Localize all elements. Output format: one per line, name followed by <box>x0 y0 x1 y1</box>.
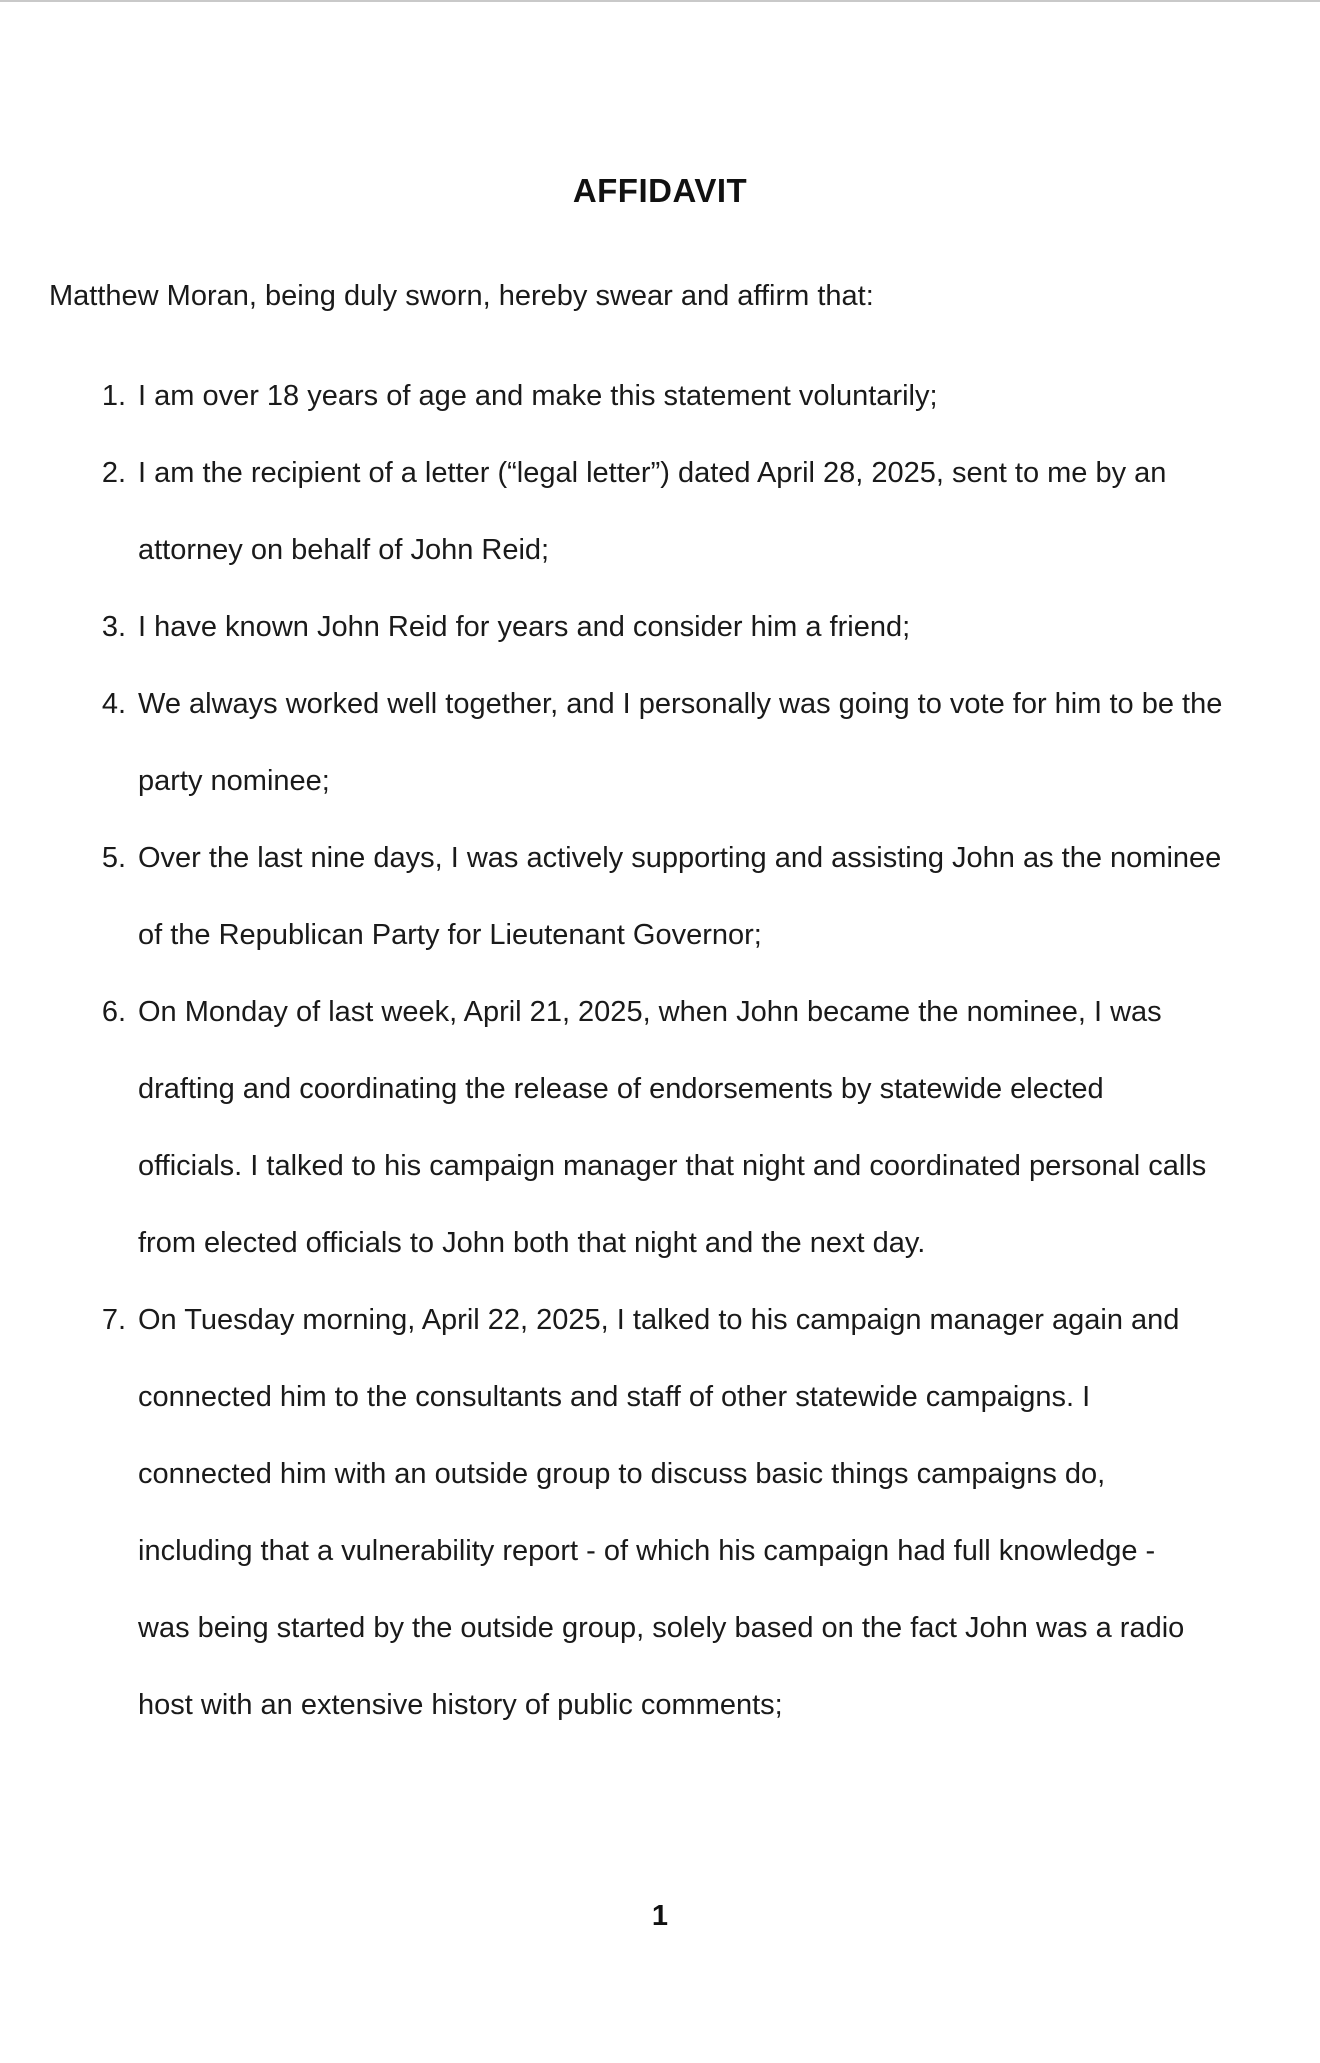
list-item-number: 6. <box>101 996 126 1028</box>
list-item-number: 4. <box>101 688 126 720</box>
list-item-text-line: party nominee; <box>138 765 330 797</box>
list-item-text-line: I have known John Reid for years and consider him a friend; <box>138 611 911 643</box>
list-item-number: 5. <box>101 842 126 874</box>
list-item-text-line: I am over 18 years of age and make this statement voluntarily; <box>138 380 938 412</box>
list-item-text-line: Over the last nine days, I was actively supporting and assisting John as the nominee <box>138 842 1222 874</box>
document-title: AFFIDAVIT <box>572 172 748 209</box>
list-item-text-line: host with an extensive history of public comments; <box>138 1689 783 1721</box>
list-item-text-line: We always worked well together, and I personally was going to vote for him to be the <box>138 688 1223 720</box>
list-item-text-line: including that a vulnerability report - of which his campaign had full knowledge - <box>138 1535 1156 1567</box>
list-item-number: 2. <box>101 457 126 489</box>
list-item-number: 3. <box>101 611 126 643</box>
intro-statement: Matthew Moran, being duly sworn, hereby swear and affirm that: <box>49 280 874 312</box>
list-item-text-line: On Tuesday morning, April 22, 2025, I talked to his campaign manager again and <box>138 1304 1180 1336</box>
list-item-number: 1. <box>101 380 126 412</box>
list-item-text-line: from elected officials to John both that night and the next day. <box>138 1227 926 1259</box>
list-item-text-line: On Monday of last week, April 21, 2025, when John became the nominee, I was <box>138 996 1162 1028</box>
list-item-text-line: attorney on behalf of John Reid; <box>138 534 550 566</box>
list-item-text-line: connected him to the consultants and staff of other statewide campaigns. I <box>138 1381 1091 1413</box>
page-number: 1 <box>651 1900 669 1932</box>
top-border <box>0 0 1320 2</box>
list-item-text-line: was being started by the outside group, solely based on the fact John was a radio <box>138 1612 1185 1644</box>
list-item-text-line: drafting and coordinating the release of endorsements by statewide elected <box>138 1073 1104 1105</box>
list-item-text-line: officials. I talked to his campaign manager that night and coordinated personal calls <box>138 1150 1207 1182</box>
list-item-number: 7. <box>101 1304 126 1336</box>
list-item-text-line: connected him with an outside group to discuss basic things campaigns do, <box>138 1458 1106 1490</box>
list-item-text-line: of the Republican Party for Lieutenant Governor; <box>138 919 762 951</box>
list-item-text-line: I am the recipient of a letter (“legal letter”) dated April 28, 2025, sent to me by an <box>138 457 1167 489</box>
